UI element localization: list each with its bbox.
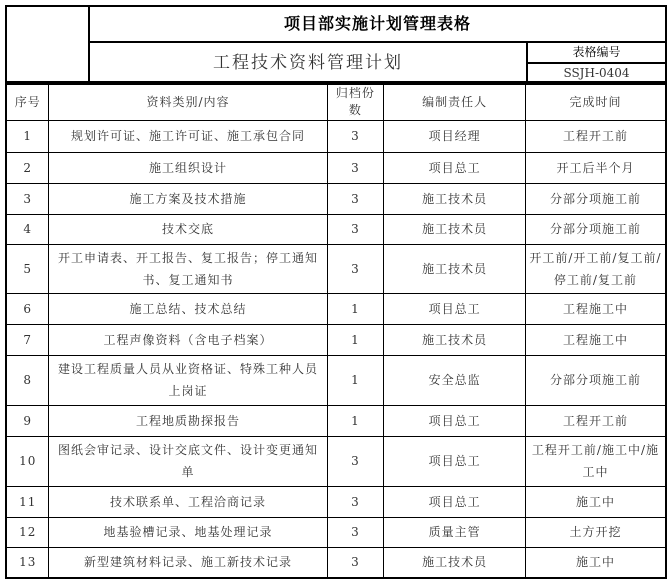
form-title: 项目部实施计划管理表格 [90,7,665,43]
table-header-row [6,84,666,120]
responsible-person: 安全总监 [384,355,526,405]
archive-copies: 1 [327,405,384,436]
row-number: 3 [6,183,49,214]
completion-time: 工程施工中 [525,293,666,324]
table-row [6,214,666,244]
document-type: 施工组织设计 [49,152,327,183]
row-number: 13 [6,547,49,578]
responsible-person: 项目总工 [384,486,526,517]
column-header: 归档份数 [327,84,384,120]
document-type: 技术联系单、工程洽商记录 [49,486,327,517]
document-type: 施工方案及技术措施 [49,183,327,214]
column-header: 资料类别/内容 [49,84,327,120]
document-type: 技术交底 [49,214,327,244]
table-row [6,293,666,324]
archive-copies: 1 [327,355,384,405]
document-type: 规划许可证、施工许可证、施工承包合同 [49,120,327,152]
completion-time: 工程开工前/施工中/施工中 [525,436,666,486]
plan-table [5,83,667,579]
responsible-person: 施工技术员 [384,244,526,293]
completion-time: 施工中 [525,486,666,517]
completion-time: 施工中 [525,547,666,578]
document-type: 施工总结、技术总结 [49,293,327,324]
table-row [6,183,666,214]
row-number: 10 [6,436,49,486]
completion-time: 分部分项施工前 [525,214,666,244]
row-number: 2 [6,152,49,183]
completion-time: 工程施工中 [525,324,666,355]
table-row [6,405,666,436]
document-type: 开工申请表、开工报告、复工报告；停工通知书、复工通知书 [49,244,327,293]
table-row [6,355,666,405]
table-row [6,436,666,486]
responsible-person: 项目总工 [384,436,526,486]
table-row [6,244,666,293]
archive-copies: 1 [327,293,384,324]
completion-time: 分部分项施工前 [525,183,666,214]
form-code-value: SSJH-0404 [563,66,630,80]
completion-time: 工程开工前 [525,405,666,436]
responsible-person: 项目总工 [384,293,526,324]
row-number: 4 [6,214,49,244]
archive-copies: 3 [327,152,384,183]
row-number: 7 [6,324,49,355]
responsible-person: 项目总工 [384,405,526,436]
table-row [6,486,666,517]
completion-time: 工程开工前 [525,120,666,152]
document-type: 地基验槽记录、地基处理记录 [49,517,327,547]
document-type: 图纸会审记录、设计交底文件、设计变更通知单 [49,436,327,486]
table-row [6,547,666,578]
column-header: 编制责任人 [384,84,526,120]
archive-copies: 1 [327,324,384,355]
document-type: 工程地质勘探报告 [49,405,327,436]
archive-copies: 3 [327,244,384,293]
logo-area [7,7,90,83]
responsible-person: 施工技术员 [384,214,526,244]
table-row [6,152,666,183]
column-header: 序号 [6,84,49,120]
form-subtitle: 工程技术资料管理计划 [90,43,528,83]
row-number: 12 [6,517,49,547]
completion-time: 分部分项施工前 [525,355,666,405]
completion-time: 开工前/开工前/复工前/停工前/复工前 [525,244,666,293]
completion-time: 开工后半个月 [525,152,666,183]
responsible-person: 质量主管 [384,517,526,547]
form-header [5,5,667,83]
document-type: 工程声像资料（含电子档案） [49,324,327,355]
document-type: 建设工程质量人员从业资格证、特殊工种人员上岗证 [49,355,327,405]
row-number: 6 [6,293,49,324]
row-number: 8 [6,355,49,405]
archive-copies: 3 [327,436,384,486]
row-number: 5 [6,244,49,293]
responsible-person: 施工技术员 [384,324,526,355]
archive-copies: 3 [327,120,384,152]
row-number: 9 [6,405,49,436]
document-type: 新型建筑材料记录、施工新技术记录 [49,547,327,578]
archive-copies: 3 [327,547,384,578]
table-row [6,517,666,547]
responsible-person: 项目总工 [384,152,526,183]
row-number: 1 [6,120,49,152]
archive-copies: 3 [327,486,384,517]
row-number: 11 [6,486,49,517]
form-code-label: 表格编号 [528,43,665,64]
responsible-person: 施工技术员 [384,547,526,578]
responsible-person: 项目经理 [384,120,526,152]
table-row [6,324,666,355]
column-header: 完成时间 [525,84,666,120]
archive-copies: 3 [327,214,384,244]
responsible-person: 施工技术员 [384,183,526,214]
archive-copies: 3 [327,183,384,214]
table-row [6,120,666,152]
completion-time: 土方开挖 [525,517,666,547]
archive-copies: 3 [327,517,384,547]
